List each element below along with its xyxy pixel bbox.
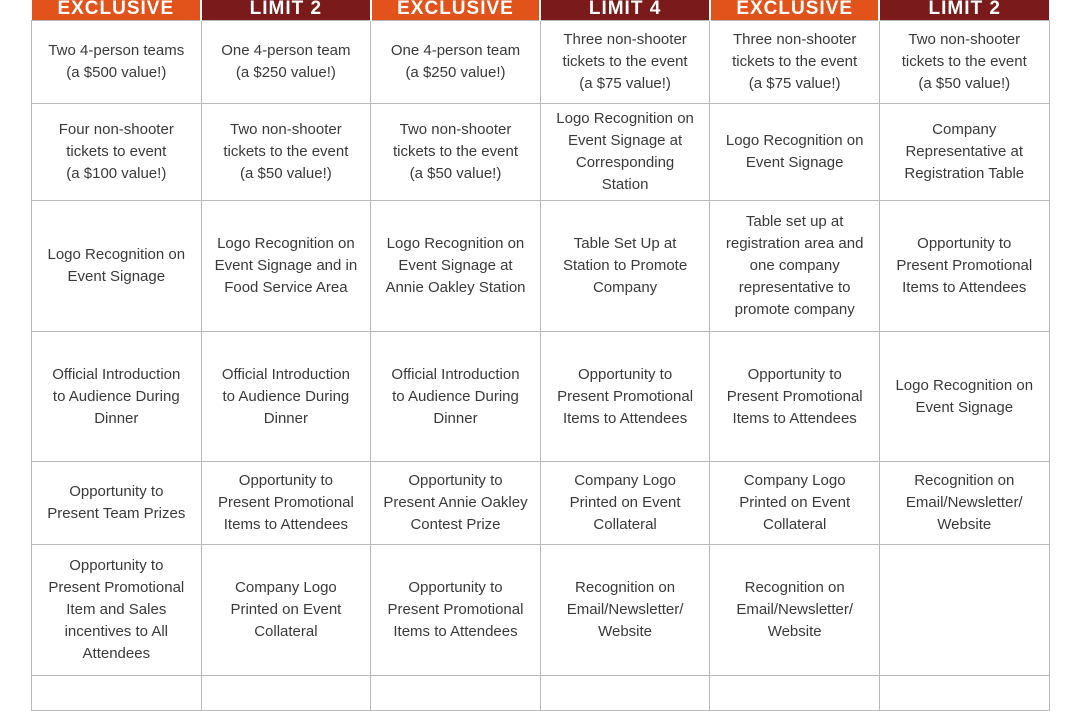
benefit-cell: Logo Recognition on Event Signage: [32, 201, 202, 332]
benefit-cell: Company Representative at Registration Table: [879, 104, 1049, 201]
benefit-cell: Three non-shooter tickets to the event (a $75 value!): [710, 21, 880, 104]
benefit-cell: Table Set Up at Station to Promote Company: [540, 201, 710, 332]
benefit-cell: [710, 676, 880, 711]
header-row: [32, 0, 1050, 21]
table-row: [32, 201, 1050, 332]
benefit-cell: Two non-shooter tickets to the event (a $50 value!): [371, 104, 541, 201]
benefit-cell: Logo Recognition on Event Signage: [710, 104, 880, 201]
benefit-cell: Logo Recognition on Event Signage at Corresponding Station: [540, 104, 710, 201]
benefit-cell: Official Introduction to Audience During Dinner: [32, 332, 202, 462]
table-body: [32, 21, 1050, 711]
benefit-cell: Logo Recognition on Event Signage: [879, 332, 1049, 462]
benefit-cell: Company Logo Printed on Event Collateral: [710, 462, 880, 545]
benefit-cell: Opportunity to Present Promotional Items to Attendees: [540, 332, 710, 462]
benefit-cell: Opportunity to Present Team Prizes: [32, 462, 202, 545]
sponsorship-benefits-table: [31, 0, 1050, 711]
benefit-cell: [32, 676, 202, 711]
tier-header-4: LIMIT 4: [540, 0, 710, 21]
benefit-cell: Company Logo Printed on Event Collateral: [201, 545, 371, 676]
benefit-cell: Two 4-person teams (a $500 value!): [32, 21, 202, 104]
benefit-cell: Company Logo Printed on Event Collateral: [540, 462, 710, 545]
benefit-cell: Recognition on Email/Newsletter/ Website: [540, 545, 710, 676]
table-row: [32, 21, 1050, 104]
table-header: [32, 0, 1050, 21]
benefit-cell: Four non-shooter tickets to event (a $100 value!): [32, 104, 202, 201]
table-row: [32, 676, 1050, 711]
benefit-cell: Two non-shooter tickets to the event (a $50 value!): [879, 21, 1049, 104]
tier-header-2: LIMIT 2: [201, 0, 371, 21]
sponsorship-benefits-table-wrapper: [31, 0, 1049, 711]
benefit-cell: Opportunity to Present Promotional Items to Attendees: [201, 462, 371, 545]
benefit-cell: Official Introduction to Audience During Dinner: [201, 332, 371, 462]
benefit-cell: Opportunity to Present Annie Oakley Contest Prize: [371, 462, 541, 545]
benefit-cell: [201, 676, 371, 711]
benefit-cell: One 4-person team (a $250 value!): [201, 21, 371, 104]
benefit-cell: [879, 676, 1049, 711]
table-row: [32, 104, 1050, 201]
tier-header-5: EXCLUSIVE: [710, 0, 880, 21]
tier-header-3: EXCLUSIVE: [371, 0, 541, 21]
benefit-cell: Opportunity to Present Promotional Items to Attendees: [371, 545, 541, 676]
table-row: [32, 545, 1050, 676]
benefit-cell: Logo Recognition on Event Signage and in Food Service Area: [201, 201, 371, 332]
benefit-cell: One 4-person team (a $250 value!): [371, 21, 541, 104]
benefit-cell: Recognition on Email/Newsletter/ Website: [710, 545, 880, 676]
table-row: [32, 332, 1050, 462]
benefit-cell: Opportunity to Present Promotional Items to Attendees: [710, 332, 880, 462]
table-row: [32, 462, 1050, 545]
benefit-cell: Logo Recognition on Event Signage at Annie Oakley Station: [371, 201, 541, 332]
benefit-cell: Table set up at registration area and one company representative to promote company: [710, 201, 880, 332]
benefit-cell: Three non-shooter tickets to the event (a $75 value!): [540, 21, 710, 104]
tier-header-1: EXCLUSIVE: [32, 0, 202, 21]
benefit-cell: [540, 676, 710, 711]
benefit-cell: [879, 545, 1049, 676]
benefit-cell: Official Introduction to Audience During Dinner: [371, 332, 541, 462]
tier-header-6: LIMIT 2: [879, 0, 1049, 21]
benefit-cell: Opportunity to Present Promotional Items to Attendees: [879, 201, 1049, 332]
benefit-cell: Recognition on Email/Newsletter/ Website: [879, 462, 1049, 545]
benefit-cell: [371, 676, 541, 711]
benefit-cell: Two non-shooter tickets to the event (a $50 value!): [201, 104, 371, 201]
benefit-cell: Opportunity to Present Promotional Item and Sales incentives to All Attendees: [32, 545, 202, 676]
